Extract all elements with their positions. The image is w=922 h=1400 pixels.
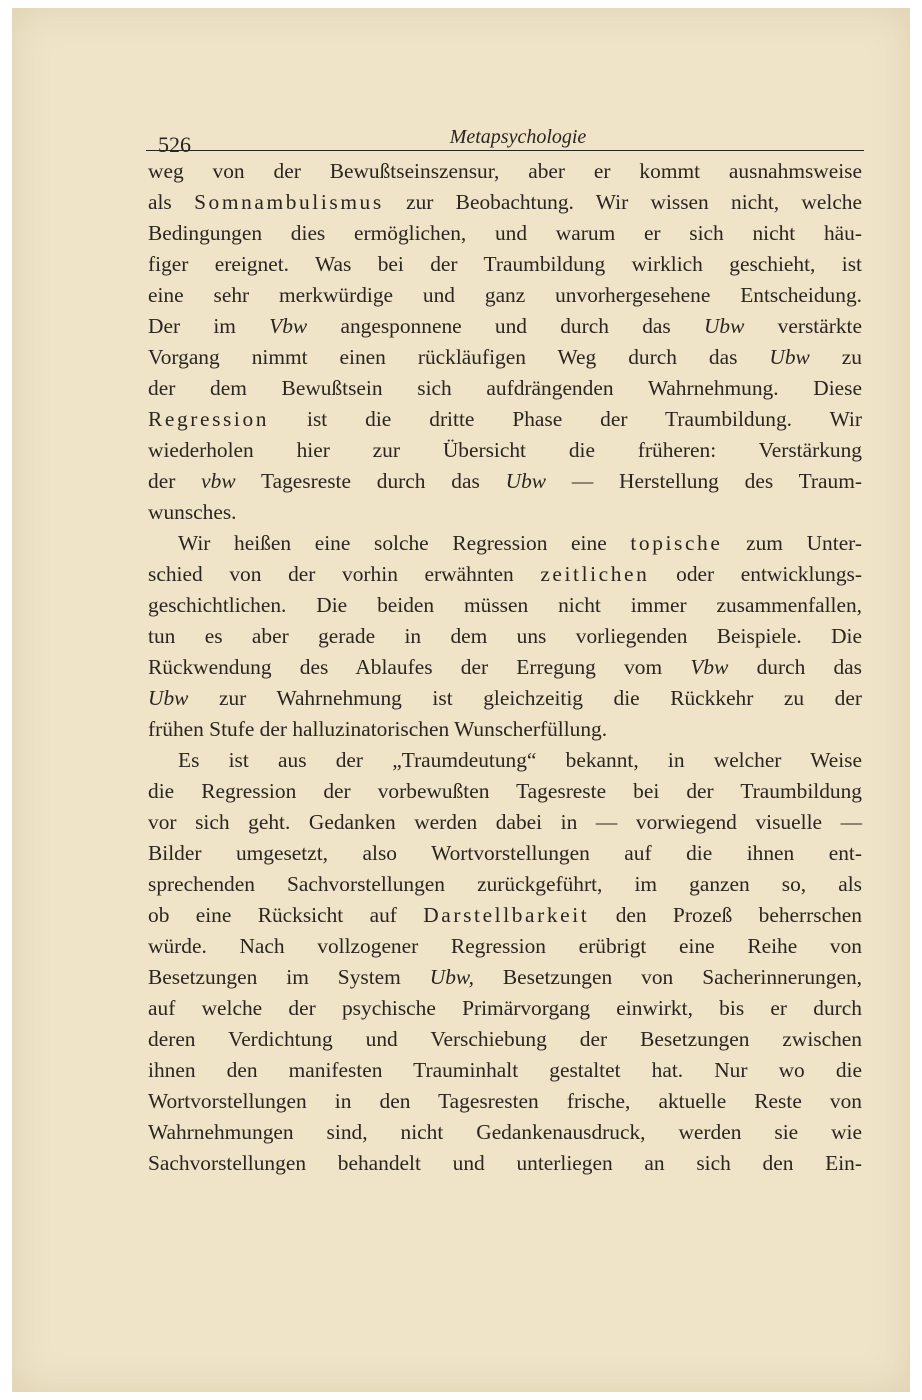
text-line xyxy=(148,156,862,187)
text-segment: als xyxy=(148,190,195,214)
text-segment: tun es aber gerade in dem uns vorliegenden Beispiele. Die xyxy=(148,624,862,648)
text-segment: Besetzungen von Sacherinnerungen, xyxy=(473,965,862,989)
text-segment: Wahrnehmungen sind, nicht Gedankenausdruck, werden sie wie xyxy=(148,1120,862,1144)
italic-term: Ubw xyxy=(505,469,547,493)
text-segment: Bilder umgesetzt, also Wortvorstellungen auf die ihnen ent- xyxy=(148,841,862,865)
text-segment: zu xyxy=(809,345,862,369)
text-segment: eine sehr merkwürdige und ganz unvorhergesehene Entscheidung. xyxy=(148,283,862,307)
text-line xyxy=(148,652,862,683)
italic-term: Vbw xyxy=(269,314,308,338)
text-line xyxy=(148,404,862,435)
text-segment: Es ist aus der „Traumdeutung“ bekannt, in welcher Weise xyxy=(178,748,862,772)
running-title: Metapsychologie xyxy=(449,126,587,148)
text-segment: Der im xyxy=(148,314,270,338)
text-segment: deren Verdichtung und Verschiebung der Besetzungen zwischen xyxy=(148,1027,862,1051)
text-segment: vor sich geht. Gedanken werden dabei in — vorwiegend visuelle — xyxy=(148,810,862,834)
text-segment: Bedingungen dies ermöglichen, und warum er sich nicht häu- xyxy=(148,221,862,245)
text-line xyxy=(148,838,862,869)
text-line xyxy=(148,1086,862,1117)
page-number: 526 xyxy=(158,132,191,157)
text-segment: auf welche der psychische Primärvorgang einwirkt, bis er durch xyxy=(148,996,862,1020)
text-segment: der dem Bewußtsein sich aufdrängenden Wahrnehmung. Diese xyxy=(148,376,862,400)
text-line xyxy=(148,807,862,838)
text-segment: verstärkte xyxy=(744,314,862,338)
text-segment: wiederholen hier zur Übersicht die früheren: Verstärkung xyxy=(148,438,862,462)
spaced-emphasis: Darstellbarkeit xyxy=(423,903,590,927)
text-segment: ob eine Rücksicht auf xyxy=(148,903,424,927)
text-segment: Wortvorstellungen in den Tagesresten frische, aktuelle Reste von xyxy=(148,1089,862,1113)
text-segment: durch das xyxy=(728,655,862,679)
text-segment: den Prozeß beherrschen xyxy=(589,903,862,927)
spaced-emphasis: Regression xyxy=(148,407,270,431)
text-line xyxy=(148,776,862,807)
text-line xyxy=(148,373,862,404)
text-segment: Wir heißen eine solche Regression eine xyxy=(178,531,631,555)
text-line xyxy=(148,1055,862,1086)
spaced-emphasis: topische xyxy=(630,531,723,555)
text-line xyxy=(148,249,862,280)
text-line xyxy=(148,559,862,590)
text-line xyxy=(148,435,862,466)
text-segment: ihnen den manifesten Trauminhalt gestaltet hat. Nur wo die xyxy=(148,1058,862,1082)
text-segment: ist die dritte Phase der Traumbildung. Wir xyxy=(269,407,862,431)
text-line xyxy=(148,993,862,1024)
text-segment: zum Unter- xyxy=(722,531,863,555)
text-line xyxy=(148,497,862,528)
text-segment: würde. Nach vollzogener Regression erübrigt eine Reihe von xyxy=(148,934,862,958)
text-segment: geschichtlichen. Die beiden müssen nicht immer zusammenfallen, xyxy=(148,593,862,617)
header-rule xyxy=(146,150,864,151)
text-segment: zur Beobachtung. Wir wissen nicht, welche xyxy=(383,190,862,214)
text-segment: Besetzungen im System xyxy=(148,965,430,989)
spaced-emphasis: Somnambulismus xyxy=(194,190,384,214)
text-line xyxy=(148,466,862,497)
italic-term: Ubw xyxy=(703,314,745,338)
text-segment: Sachvorstellungen behandelt und unterliegen an sich den Ein- xyxy=(148,1151,862,1175)
text-line xyxy=(148,1148,862,1179)
italic-term: Ubw, xyxy=(429,965,474,989)
text-segment: — Herstellung des Traum- xyxy=(546,469,862,493)
text-segment: figer ereignet. Was bei der Traumbildung wirklich geschieht, ist xyxy=(148,252,862,276)
text-segment: der xyxy=(148,469,202,493)
text-segment: schied von der vorhin erwähnten xyxy=(148,562,541,586)
text-segment: sprechenden Sachvorstellungen zurückgeführt, im ganzen so, als xyxy=(148,872,862,896)
text-line xyxy=(148,528,862,559)
text-line xyxy=(148,311,862,342)
text-line xyxy=(148,187,862,218)
text-segment: Rückwendung des Ablaufes der Erregung vom xyxy=(148,655,691,679)
text-line xyxy=(148,590,862,621)
text-segment: weg von der Bewußtseinszensur, aber er kommt ausnahmsweise xyxy=(148,159,862,183)
italic-term: Vbw xyxy=(690,655,729,679)
text-segment: oder entwicklungs- xyxy=(649,562,862,586)
text-line xyxy=(148,900,862,931)
text-line xyxy=(148,342,862,373)
text-segment: Tagesreste durch das xyxy=(235,469,506,493)
text-line xyxy=(148,621,862,652)
text-segment: wunsches. xyxy=(148,500,237,524)
text-line xyxy=(148,714,862,745)
text-line xyxy=(148,218,862,249)
text-line xyxy=(148,745,862,776)
text-segment: zur Wahrnehmung ist gleichzeitig die Rückkehr zu der xyxy=(188,686,862,710)
page-header xyxy=(158,120,878,160)
text-segment: angesponnene und durch das xyxy=(307,314,704,338)
italic-term: vbw xyxy=(201,469,236,493)
italic-term: Ubw xyxy=(769,345,810,369)
text-segment: Vorgang nimmt einen rückläufigen Weg durch das xyxy=(148,345,770,369)
text-line xyxy=(148,869,862,900)
text-line xyxy=(148,1024,862,1055)
text-line xyxy=(148,962,862,993)
text-line xyxy=(148,280,862,311)
spaced-emphasis: zeitlichen xyxy=(540,562,650,586)
italic-term: Ubw xyxy=(148,686,189,710)
text-segment: die Regression der vorbewußten Tagesreste bei der Traumbildung xyxy=(148,779,862,803)
text-line xyxy=(148,931,862,962)
text-line xyxy=(148,683,862,714)
text-line xyxy=(148,1117,862,1148)
body-text xyxy=(148,156,862,1179)
text-segment: frühen Stufe der halluzinatorischen Wunscherfüllung. xyxy=(148,717,608,741)
